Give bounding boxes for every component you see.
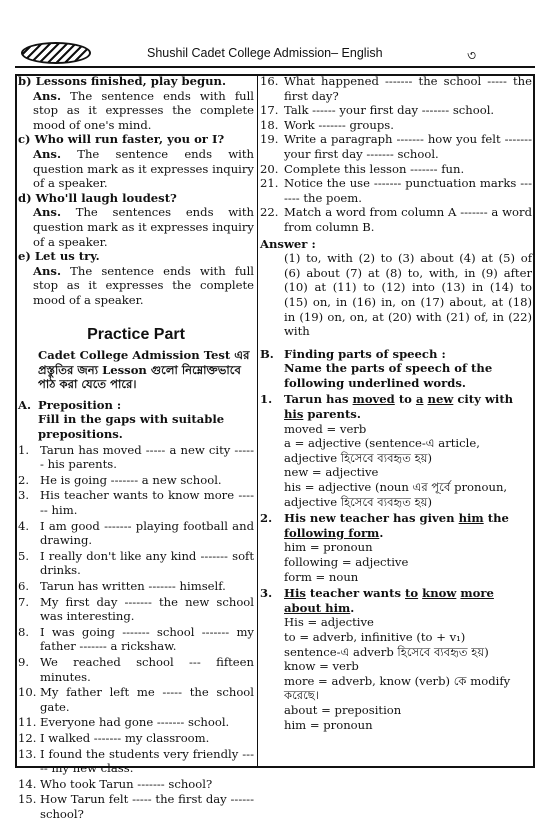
qa-block-c (18, 132, 254, 190)
page-number: ৩ (467, 48, 477, 64)
question: d) Who'll laugh loudest? (18, 190, 177, 205)
answer: Ans. The sentences ends with question mark as it expresses inquiry of a speaker. (33, 205, 254, 249)
list-item: 11. Everyone had gone ------- school. (18, 715, 230, 730)
list-item: 18. Work ------- groups. (260, 117, 394, 132)
left-column (18, 74, 254, 823)
answer-line: form = noun (284, 569, 359, 584)
gap-fill-list-continued (260, 74, 532, 235)
answer: Ans. The sentence ends with full stop as it expresses the complete mood of one's mind. (33, 88, 254, 132)
list-item: 15. How Tarun felt ----- the first day ------ school? (18, 792, 254, 821)
qa-block-d (18, 191, 254, 249)
list-item: 13. I found the students very friendly ----- my new class. (18, 746, 254, 776)
list-item: 14. Who took Tarun ------- school? (18, 776, 213, 791)
sentence-3: 3. His teacher wants to know more about him. (260, 586, 494, 615)
answer-line: a = adjective (sentence-এ article, adjective হিসেবে ব্যবহৃত হয়) (284, 436, 480, 465)
answer: Ans. The sentence ends with full stop as it expresses the complete mood of a speaker. (33, 263, 254, 307)
right-column (260, 74, 532, 732)
section-a-instruction: Fill in the gaps with suitable prepositions. (38, 412, 225, 442)
hatched-oval-ornament (21, 42, 91, 64)
list-item: 16. What happened ------- the school ----- the first day? (260, 74, 532, 103)
question: c) Who will run faster, you or I? (18, 132, 225, 147)
list-item: 8. I was going ------- school ------- my father ------- a rickshaw. (18, 624, 254, 654)
header-title: Shushil Cadet College Admission– English (147, 46, 383, 60)
list-item: 3. His teacher wants to know more ------ him. (18, 488, 254, 518)
answer-line: moved = verb (284, 421, 367, 436)
answer-line: more = adverb, know (verb) কে modify করেছে। (284, 673, 511, 703)
list-item: 10. My father left me ----- the school gate. (18, 685, 254, 714)
answer-heading: Answer : (260, 236, 316, 251)
answer-line: His = adjective (284, 615, 374, 630)
list-item: 6. Tarun has written ------- himself. (18, 579, 226, 593)
qa-block-e (18, 249, 254, 307)
question: b) Lessons finished, play begun. (18, 74, 226, 88)
answer-line: him = pronoun (284, 717, 373, 732)
gap-fill-list (18, 443, 254, 822)
section-b-instruction: Name the parts of speech of the following underlined words. (284, 361, 493, 390)
list-item: 5. I really don't like any kind ------- soft drinks. (18, 548, 254, 578)
answer-line: know = verb (284, 659, 359, 674)
answer-line: his = adjective (noun এর পূর্বে pronoun, adjective হিসেবে ব্যবহৃত হয়) (284, 480, 508, 509)
list-item: 4. I am good ------- playing football and drawing. (18, 518, 254, 548)
question: e) Let us try. (18, 249, 100, 264)
list-item: 17. Talk ------ your first day ------- school. (260, 103, 495, 118)
answer: Ans. The sentence ends with question mark as it expresses inquiry of a speaker. (33, 146, 254, 191)
section-a-heading: A. Preposition : (18, 397, 122, 412)
list-item: 21. Notice the use ------- punctuation marks ------- the poem. (260, 176, 532, 205)
qa-block-b (18, 74, 254, 132)
column-divider (257, 74, 258, 768)
list-item: 19. Write a paragraph ------- how you felt ------- your first day ------- school. (260, 132, 532, 161)
answer-key: (1) to, with (2) to (3) about (4) at (5) of (6) about (7) at (8) to, with, in (9) after (10) at (11) to (12) into (13) in (14) to (15) on, in (16) in, on (17) about, at (18) in (19) on, on, at (20) with (21) of, in (22) with (284, 251, 532, 339)
practice-part-title: Practice Part (87, 325, 185, 343)
list-item: 20. Complete this lesson ------- fun. (260, 161, 465, 176)
answer-line: him = pronoun (284, 540, 373, 555)
list-item: 9. We reached school --- fifteen minutes. (18, 654, 254, 684)
list-item: 12. I walked ------- my classroom. (18, 730, 210, 745)
section-b-heading: B. Finding parts of speech : (260, 346, 446, 361)
answer-line: sentence-এ adverb হিসেবে ব্যবহৃত হয়) (284, 644, 489, 659)
list-item: 7. My first day ------- the new school was interesting. (18, 594, 254, 624)
list-item: 22. Match a word from column A ------- a word from column B. (260, 205, 532, 234)
page-header (15, 40, 535, 70)
practice-intro: Cadet College Admission Test এর প্রস্তুতির জন্য Lesson গুলো নিম্নোক্তভাবে পাঠ করা যেতে পারে। (38, 348, 250, 392)
answer-line: about = preposition (284, 702, 402, 717)
sentence-1: 1. Tarun has moved to a new city with his parents. (260, 392, 514, 422)
answer-line: to = adverb, infinitive (to + v₁) (284, 629, 466, 644)
list-item: 2. He is going ------- a new school. (18, 472, 222, 487)
sentence-2: 2. His new teacher has given him the following form. (260, 511, 509, 540)
header-rule (15, 66, 535, 68)
answer-line: new = adjective (284, 465, 379, 480)
list-item: 1. Tarun has moved ----- a new city ------ his parents. (18, 442, 254, 472)
answer-line: following = adjective (284, 555, 409, 569)
